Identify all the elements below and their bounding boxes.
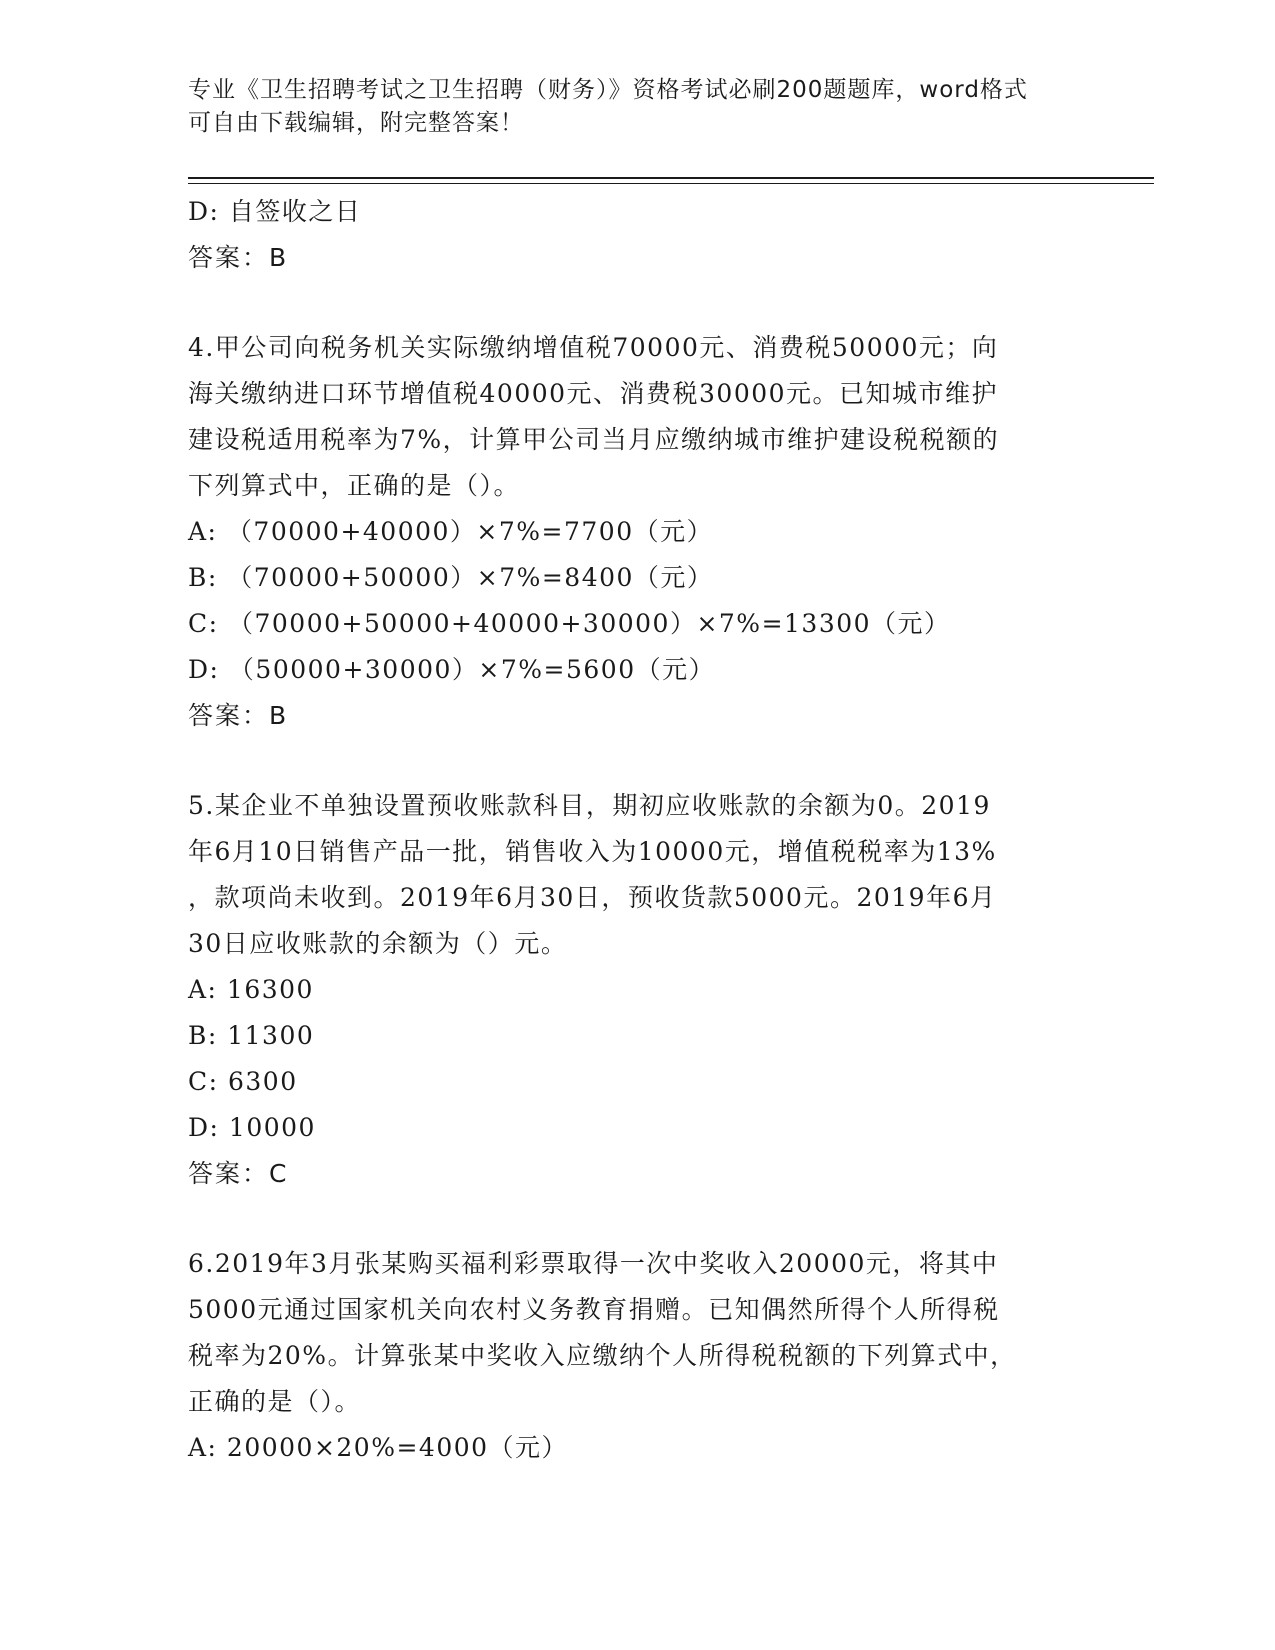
- question-stem-line: 6.2019年3月张某购买福利彩票取得一次中奖收入20000元，将其中: [188, 1249, 999, 1278]
- question-content: [188, 189, 1078, 1471]
- option-a: A: （70000+40000）×7%=7700（元）: [188, 517, 714, 546]
- option-c: C: （70000+50000+40000+30000）×7%=13300（元）: [188, 609, 951, 638]
- answer-label: 答案：C: [188, 1159, 289, 1188]
- option-d: D: 10000: [188, 1113, 316, 1142]
- answer-label: 答案：B: [188, 243, 289, 272]
- question-3-tail: [188, 189, 1078, 281]
- option-c: C: 6300: [188, 1067, 298, 1096]
- option-d: D: 自签收之日: [188, 197, 362, 226]
- question-stem-line: 5000元通过国家机关向农村义务教育捐赠。已知偶然所得个人所得税: [188, 1295, 1000, 1324]
- question-stem-line: 海关缴纳进口环节增值税40000元、消费税30000元。已知城市维护: [188, 379, 999, 408]
- question-stem-line: ，款项尚未收到。2019年6月30日，预收货款5000元。2019年6月: [188, 883, 997, 912]
- document-header: [188, 74, 1068, 140]
- question-stem-line: 正确的是（）。: [188, 1387, 362, 1416]
- header-divider-thin: [188, 183, 1154, 184]
- question-5: [188, 783, 1078, 1197]
- answer-label: 答案：B: [188, 701, 289, 730]
- option-a: A: 20000×20%=4000（元）: [188, 1433, 569, 1462]
- question-6: [188, 1241, 1078, 1471]
- question-stem-line: 4.甲公司向税务机关实际缴纳增值税70000元、消费税50000元；向: [188, 333, 999, 362]
- header-title-line-2: 可自由下载编辑，附完整答案！: [188, 110, 524, 136]
- option-b: B: 11300: [188, 1021, 315, 1050]
- question-stem-line: 下列算式中，正确的是（）。: [188, 471, 521, 500]
- option-b: B: （70000+50000）×7%=8400（元）: [188, 563, 714, 592]
- option-a: A: 16300: [188, 975, 314, 1004]
- header-divider-thick: [188, 177, 1154, 179]
- question-stem-line: 30日应收账款的余额为（）元。: [188, 929, 568, 958]
- header-title-line-1: 专业《卫生招聘考试之卫生招聘（财务）》资格考试必刷200题题库，word格式: [188, 77, 1028, 103]
- question-stem-line: 年6月10日销售产品一批，销售收入为10000元，增值税税率为13%: [188, 837, 997, 866]
- option-d: D: （50000+30000）×7%=5600（元）: [188, 655, 716, 684]
- question-stem-line: 5.某企业不单独设置预收账款科目，期初应收账款的余额为0。2019: [188, 791, 991, 820]
- question-stem-line: 建设税适用税率为7%，计算甲公司当月应缴纳城市维护建设税税额的: [188, 425, 1000, 454]
- question-4: [188, 325, 1078, 739]
- question-stem-line: 税率为20%。计算张某中奖收入应缴纳个人所得税税额的下列算式中，: [188, 1341, 1017, 1370]
